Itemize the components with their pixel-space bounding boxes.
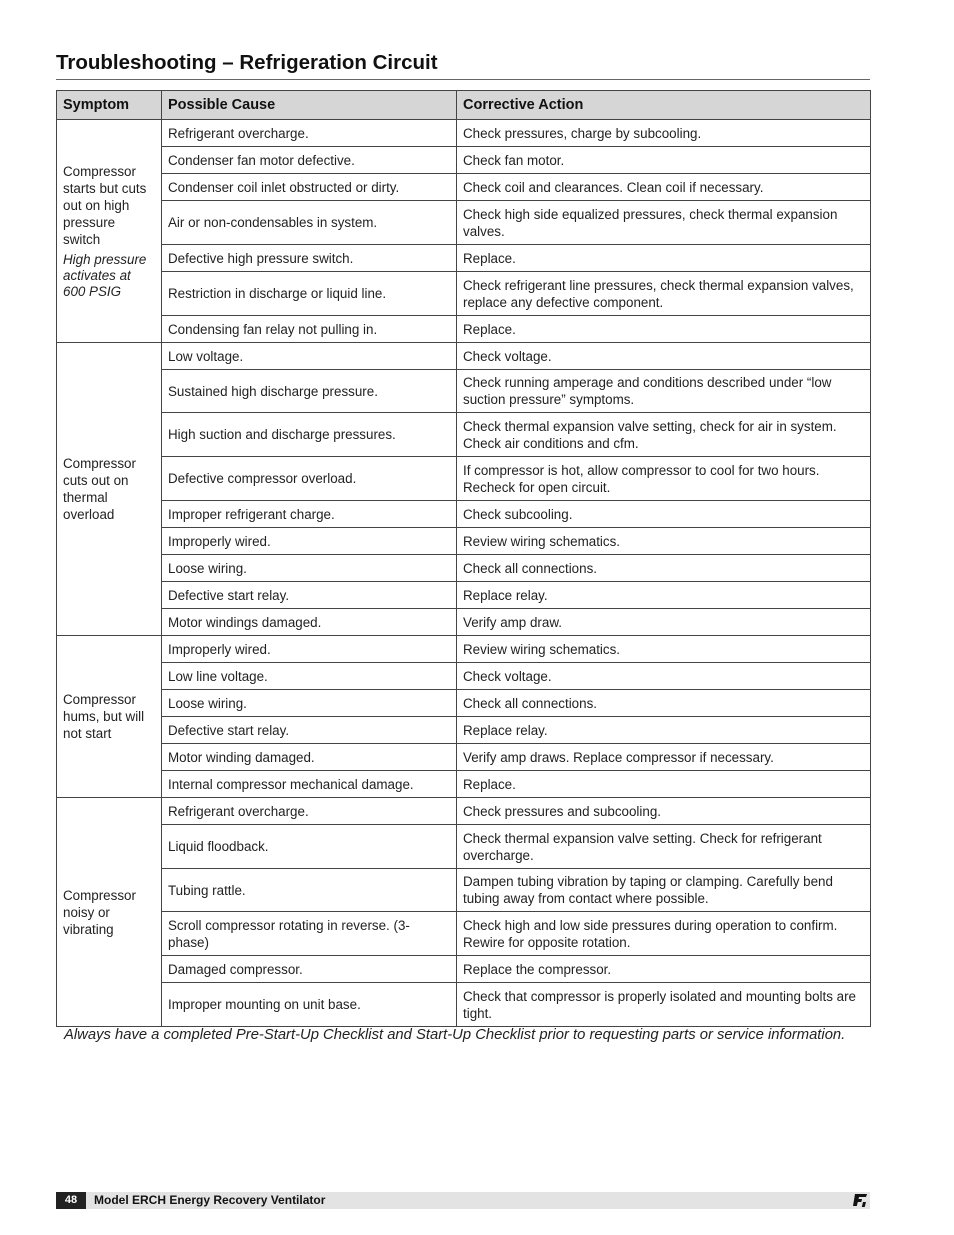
table-row xyxy=(57,663,871,690)
corrective-action-cell: Dampen tubing vibration by taping or clamping. Carefully bend tubing away from contact where possible. xyxy=(457,869,871,912)
table-row xyxy=(57,174,871,201)
corrective-action-cell: Replace. xyxy=(457,316,871,343)
corrective-action-cell: Check refrigerant line pressures, check thermal expansion valves, replace any defective component. xyxy=(457,272,871,316)
model-name: Model ERCH Energy Recovery Ventilator xyxy=(94,1193,326,1207)
symptom-cell xyxy=(57,798,162,1027)
table-row xyxy=(57,798,871,825)
corrective-action-cell: Check high side equalized pressures, check thermal expansion valves. xyxy=(457,201,871,245)
table-row xyxy=(57,555,871,582)
possible-cause-cell: Sustained high discharge pressure. xyxy=(162,370,457,413)
possible-cause-cell: Condensing fan relay not pulling in. xyxy=(162,316,457,343)
table-row xyxy=(57,501,871,528)
corrective-action-cell: Check high and low side pressures during operation to confirm. Rewire for opposite rotation. xyxy=(457,912,871,956)
corrective-action-cell: Check all connections. xyxy=(457,555,871,582)
footnote: Always have a completed Pre-Start-Up Checklist and Start-Up Checklist prior to requesting parts or service information. xyxy=(64,1027,846,1043)
table-row xyxy=(57,636,871,663)
possible-cause-cell: Condenser coil inlet obstructed or dirty. xyxy=(162,174,457,201)
corrective-action-cell: Check running amperage and conditions described under “low suction pressure” symptoms. xyxy=(457,370,871,413)
corrective-action-cell: Replace. xyxy=(457,245,871,272)
symptom-cell xyxy=(57,636,162,798)
corrective-action-cell: Check thermal expansion valve setting, check for air in system. Check air conditions and cfm. xyxy=(457,413,871,457)
corrective-action-cell: Replace. xyxy=(457,771,871,798)
page-title: Troubleshooting – Refrigeration Circuit xyxy=(56,50,870,80)
symptom-text: Compressor cuts out on thermal overload xyxy=(63,456,136,522)
corrective-action-cell: Check all connections. xyxy=(457,690,871,717)
corrective-action-cell: Review wiring schematics. xyxy=(457,636,871,663)
possible-cause-cell: Motor windings damaged. xyxy=(162,609,457,636)
possible-cause-cell: Tubing rattle. xyxy=(162,869,457,912)
page-footer xyxy=(56,1192,870,1209)
corrective-action-cell: Check pressures, charge by subcooling. xyxy=(457,120,871,147)
table-row xyxy=(57,343,871,370)
symptom-text: Compressor hums, but will not start xyxy=(63,692,145,741)
troubleshooting-table xyxy=(56,90,871,1027)
symptom-note: High pressure activates at 600 PSIG xyxy=(63,251,147,299)
possible-cause-cell: Damaged compressor. xyxy=(162,956,457,983)
table-row xyxy=(57,825,871,869)
table-row xyxy=(57,717,871,744)
symptom-text: Compressor starts but cuts out on high pressure switch xyxy=(63,163,147,247)
possible-cause-cell: Restriction in discharge or liquid line. xyxy=(162,272,457,316)
table-body xyxy=(57,120,871,1027)
possible-cause-header: Possible Cause xyxy=(162,91,457,120)
possible-cause-cell: Improperly wired. xyxy=(162,636,457,663)
corrective-action-cell: Check that compressor is properly isolated and mounting bolts are tight. xyxy=(457,983,871,1027)
possible-cause-cell: Defective compressor overload. xyxy=(162,457,457,501)
possible-cause-cell: Improperly wired. xyxy=(162,528,457,555)
table-row xyxy=(57,609,871,636)
table-row xyxy=(57,120,871,147)
table-row xyxy=(57,912,871,956)
possible-cause-cell: Liquid floodback. xyxy=(162,825,457,869)
possible-cause-cell: Low line voltage. xyxy=(162,663,457,690)
table-row xyxy=(57,413,871,457)
possible-cause-cell: Internal compressor mechanical damage. xyxy=(162,771,457,798)
corrective-action-cell: Verify amp draw. xyxy=(457,609,871,636)
table-header-row xyxy=(57,91,871,120)
table-row xyxy=(57,771,871,798)
table-row xyxy=(57,272,871,316)
table-row xyxy=(57,869,871,912)
table-row xyxy=(57,201,871,245)
table-row xyxy=(57,245,871,272)
table-row xyxy=(57,316,871,343)
table-row xyxy=(57,457,871,501)
possible-cause-cell: Refrigerant overcharge. xyxy=(162,798,457,825)
corrective-action-header: Corrective Action xyxy=(457,91,871,120)
table-row xyxy=(57,147,871,174)
possible-cause-cell: Loose wiring. xyxy=(162,555,457,582)
corrective-action-cell: Check thermal expansion valve setting. Check for refrigerant overcharge. xyxy=(457,825,871,869)
possible-cause-cell: Scroll compressor rotating in reverse. (3-phase) xyxy=(162,912,457,956)
table-row xyxy=(57,370,871,413)
corrective-action-cell: Replace the compressor. xyxy=(457,956,871,983)
symptom-cell xyxy=(57,343,162,636)
corrective-action-cell: Replace relay. xyxy=(457,717,871,744)
corrective-action-cell: Replace relay. xyxy=(457,582,871,609)
table-row xyxy=(57,582,871,609)
possible-cause-cell: Improper mounting on unit base. xyxy=(162,983,457,1027)
table-row xyxy=(57,528,871,555)
symptom-cell xyxy=(57,120,162,343)
corrective-action-cell: Check pressures and subcooling. xyxy=(457,798,871,825)
possible-cause-cell: Improper refrigerant charge. xyxy=(162,501,457,528)
corrective-action-cell: Check subcooling. xyxy=(457,501,871,528)
table-row xyxy=(57,744,871,771)
page-number: 48 xyxy=(56,1192,86,1209)
symptom-header: Symptom xyxy=(57,91,162,120)
possible-cause-cell: Motor winding damaged. xyxy=(162,744,457,771)
possible-cause-cell: Low voltage. xyxy=(162,343,457,370)
table-row xyxy=(57,983,871,1027)
possible-cause-cell: High suction and discharge pressures. xyxy=(162,413,457,457)
corrective-action-cell: Review wiring schematics. xyxy=(457,528,871,555)
table-row xyxy=(57,956,871,983)
corrective-action-cell: Check voltage. xyxy=(457,663,871,690)
corrective-action-cell: Check voltage. xyxy=(457,343,871,370)
greenheck-logo-icon xyxy=(852,1193,868,1211)
possible-cause-cell: Loose wiring. xyxy=(162,690,457,717)
corrective-action-cell: Check coil and clearances. Clean coil if necessary. xyxy=(457,174,871,201)
symptom-text: Compressor noisy or vibrating xyxy=(63,887,136,937)
possible-cause-cell: Refrigerant overcharge. xyxy=(162,120,457,147)
corrective-action-cell: Check fan motor. xyxy=(457,147,871,174)
corrective-action-cell: If compressor is hot, allow compressor to cool for two hours. Recheck for open circuit. xyxy=(457,457,871,501)
possible-cause-cell: Defective high pressure switch. xyxy=(162,245,457,272)
possible-cause-cell: Air or non-condensables in system. xyxy=(162,201,457,245)
table-row xyxy=(57,690,871,717)
corrective-action-cell: Verify amp draws. Replace compressor if necessary. xyxy=(457,744,871,771)
possible-cause-cell: Defective start relay. xyxy=(162,717,457,744)
possible-cause-cell: Defective start relay. xyxy=(162,582,457,609)
possible-cause-cell: Condenser fan motor defective. xyxy=(162,147,457,174)
